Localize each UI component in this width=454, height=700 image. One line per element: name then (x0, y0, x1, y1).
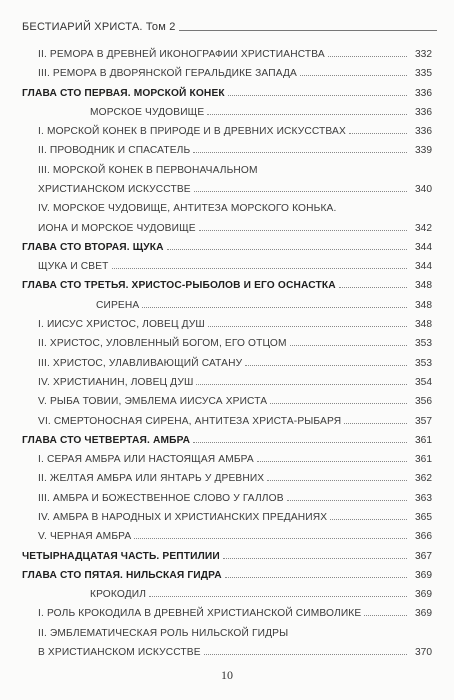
toc-entry-title: IV. ХРИСТИАНИН, ЛОВЕЦ ДУШ (38, 377, 194, 388)
toc-entry-title: III. РЕМОРА В ДВОРЯНСКОЙ ГЕРАЛЬДИКЕ ЗАПАДА (38, 68, 297, 79)
toc-entry (38, 331, 432, 349)
toc-part-entry (22, 544, 432, 562)
toc-entry (96, 293, 432, 311)
toc-entry-title: III. АМБРА И БОЖЕСТВЕННОЕ СЛОВО У ГАЛЛОВ (38, 493, 284, 504)
toc-entry (38, 447, 432, 465)
dot-leader (193, 152, 407, 153)
dot-leader (228, 95, 407, 96)
toc-entry-page: 336 (415, 107, 432, 118)
dot-leader (287, 500, 407, 501)
dot-leader (290, 345, 407, 346)
toc-entry-title: СИРЕНА (96, 300, 140, 311)
toc-chapter-entry (22, 81, 432, 99)
dot-leader (149, 596, 407, 597)
toc-entry-title: IV. МОРСКОЕ ЧУДОВИЩЕ, АНТИТЕЗА МОРСКОГО КОНЬКА. (38, 203, 337, 214)
dot-leader (300, 75, 407, 76)
toc-entry-title: V. РЫБА ТОВИИ, ЭМБЛЕМА ИИСУСА ХРИСТА (38, 396, 268, 407)
toc-entry (38, 389, 432, 407)
toc-entry-page: 332 (415, 49, 432, 60)
dot-leader (339, 287, 407, 288)
toc-entry-page: 361 (415, 435, 432, 446)
dot-leader (199, 230, 407, 231)
toc-entry (38, 119, 432, 137)
toc-entry-page: 369 (415, 589, 432, 600)
toc-entry-title: I. РОЛЬ КРОКОДИЛА В ДРЕВНЕЙ ХРИСТИАНСКОЙ СИМВОЛИКЕ (38, 608, 362, 619)
toc-entry (38, 61, 432, 79)
dot-leader (112, 268, 407, 269)
toc-entry-title: III. ХРИСТОС, УЛАВЛИВАЮЩИЙ САТАНУ (38, 358, 243, 369)
toc-entry-title: МОРСКОЕ ЧУДОВИЩЕ (90, 107, 205, 118)
toc-entry (38, 486, 432, 504)
toc-entry-title: IV. АМБРА В НАРОДНЫХ И ХРИСТИАНСКИХ ПРЕДАНИЯХ (38, 512, 328, 523)
toc-chapter-entry (22, 235, 432, 253)
dot-leader (208, 326, 407, 327)
dot-leader (204, 654, 407, 655)
toc-entry-title: ХРИСТИАНСКОМ ИСКУССТВЕ (38, 184, 191, 195)
toc-entry-title: II. ХРИСТОС, УЛОВЛЕННЫЙ БОГОМ, ЕГО ОТЦОМ (38, 338, 287, 349)
dot-leader (142, 307, 407, 308)
toc-entry (38, 196, 432, 214)
toc-entry (38, 466, 432, 484)
toc-entry-title: В ХРИСТИАНСКОМ ИСКУССТВЕ (38, 647, 201, 658)
header-rule (179, 30, 437, 31)
toc-entry-page: 357 (415, 416, 432, 427)
toc-entry (38, 621, 432, 639)
page-number: 10 (221, 668, 233, 682)
toc-entry-title: ГЛАВА СТО ПЯТАЯ. НИЛЬСКАЯ ГИДРА (22, 570, 222, 581)
toc-entry (38, 640, 432, 658)
dot-leader (349, 133, 407, 134)
toc-entry-page: 348 (415, 280, 432, 291)
dot-leader (257, 461, 407, 462)
toc-entry (90, 100, 432, 118)
toc-entry-page: 342 (415, 223, 432, 234)
toc-entry-page: 369 (415, 570, 432, 581)
toc-entry-title: ГЛАВА СТО ЧЕТВЕРТАЯ. АМБРА (22, 435, 191, 446)
toc-entry-title: ЩУКА И СВЕТ (38, 261, 109, 272)
toc-entry-page: 353 (415, 338, 432, 349)
dot-leader (344, 423, 407, 424)
toc-entry-page: 370 (415, 647, 432, 658)
toc-entry (38, 42, 432, 60)
toc-entry-title: I. ИИСУС ХРИСТОС, ЛОВЕЦ ДУШ (38, 319, 205, 330)
toc-entry-page: 340 (415, 184, 432, 195)
toc-entry-title: ГЛАВА СТО ТРЕТЬЯ. ХРИСТОС-РЫБОЛОВ И ЕГО ОСНАСТКА (22, 280, 336, 291)
dot-leader (267, 480, 407, 481)
toc-entry-title: II. РЕМОРА В ДРЕВНЕЙ ИКОНОГРАФИИ ХРИСТИАНСТВА (38, 49, 325, 60)
toc-entry (38, 138, 432, 156)
toc-entry-title: ЧЕТЫРНАДЦАТАЯ ЧАСТЬ. РЕПТИЛИИ (22, 551, 220, 562)
toc-entry-title: V. ЧЕРНАЯ АМБРА (38, 531, 132, 542)
toc-entry-page: 348 (415, 319, 432, 330)
toc-chapter-entry (22, 563, 432, 581)
dot-leader (223, 558, 407, 559)
toc-entry-title: ИОНА И МОРСКОЕ ЧУДОВИЩЕ (38, 223, 196, 234)
toc-entry-page: 356 (415, 396, 432, 407)
dot-leader (134, 538, 407, 539)
toc-entry-page: 336 (415, 126, 432, 137)
dot-leader (193, 442, 407, 443)
dot-leader (364, 615, 407, 616)
toc-entry (38, 216, 432, 234)
toc-entry-title: ГЛАВА СТО ПЕРВАЯ. МОРСКОЙ КОНЕК (22, 88, 225, 99)
toc-entry (38, 351, 432, 369)
toc-entry (38, 524, 432, 542)
toc-entry (38, 158, 432, 176)
toc-entry-title: I. СЕРАЯ АМБРА ИЛИ НАСТОЯЩАЯ АМБРА (38, 454, 254, 465)
toc-entry (38, 409, 432, 427)
toc-entry-title: II. ПРОВОДНИК И СПАСАТЕЛЬ (38, 145, 191, 156)
toc-entry-page: 344 (415, 261, 432, 272)
toc-entry (90, 582, 432, 600)
toc-entry-page: 367 (415, 551, 432, 562)
toc-entry (38, 601, 432, 619)
toc-entry-page: 361 (415, 454, 432, 465)
toc-entry-page: 366 (415, 531, 432, 542)
toc-entry (38, 177, 432, 195)
running-title: БЕСТИАРИЙ ХРИСТА. Том 2 (22, 21, 176, 33)
toc-chapter-entry (22, 428, 432, 446)
toc-entry-page: 335 (415, 68, 432, 79)
toc-entry-page: 365 (415, 512, 432, 523)
toc-chapter-entry (22, 273, 432, 291)
toc-entry-page: 339 (415, 145, 432, 156)
toc-entry-title: I. МОРСКОЙ КОНЕК В ПРИРОДЕ И В ДРЕВНИХ ИСКУССТВАХ (38, 126, 346, 137)
toc-entry-page: 353 (415, 358, 432, 369)
toc-entry (38, 312, 432, 330)
toc-entry-title: ГЛАВА СТО ВТОРАЯ. ЩУКА (22, 242, 164, 253)
toc-entry-page: 362 (415, 473, 432, 484)
toc-entry (38, 370, 432, 388)
dot-leader (270, 403, 407, 404)
dot-leader (167, 249, 407, 250)
toc-entry (38, 505, 432, 523)
dot-leader (330, 519, 407, 520)
toc-entry-page: 348 (415, 300, 432, 311)
toc-entry-title: КРОКОДИЛ (90, 589, 147, 600)
toc-entry-title: III. МОРСКОЙ КОНЕК В ПЕРВОНАЧАЛЬНОМ (38, 165, 258, 176)
toc-entry-title: VI. СМЕРТОНОСНАЯ СИРЕНА, АНТИТЕЗА ХРИСТА-РЫБАРЯ (38, 416, 342, 427)
toc-entry-page: 344 (415, 242, 432, 253)
toc-entry-page: 336 (415, 88, 432, 99)
dot-leader (225, 577, 407, 578)
dot-leader (196, 384, 407, 385)
toc-entry-title: II. ЭМБЛЕМАТИЧЕСКАЯ РОЛЬ НИЛЬСКОЙ ГИДРЫ (38, 628, 289, 639)
dot-leader (207, 114, 407, 115)
toc-entry-page: 354 (415, 377, 432, 388)
dot-leader (245, 365, 407, 366)
dot-leader (194, 191, 407, 192)
toc-entry-title: II. ЖЕЛТАЯ АМБРА ИЛИ ЯНТАРЬ У ДРЕВНИХ (38, 473, 265, 484)
toc-entry-page: 369 (415, 608, 432, 619)
dot-leader (328, 56, 407, 57)
toc-entry (38, 254, 432, 272)
toc-entry-page: 363 (415, 493, 432, 504)
